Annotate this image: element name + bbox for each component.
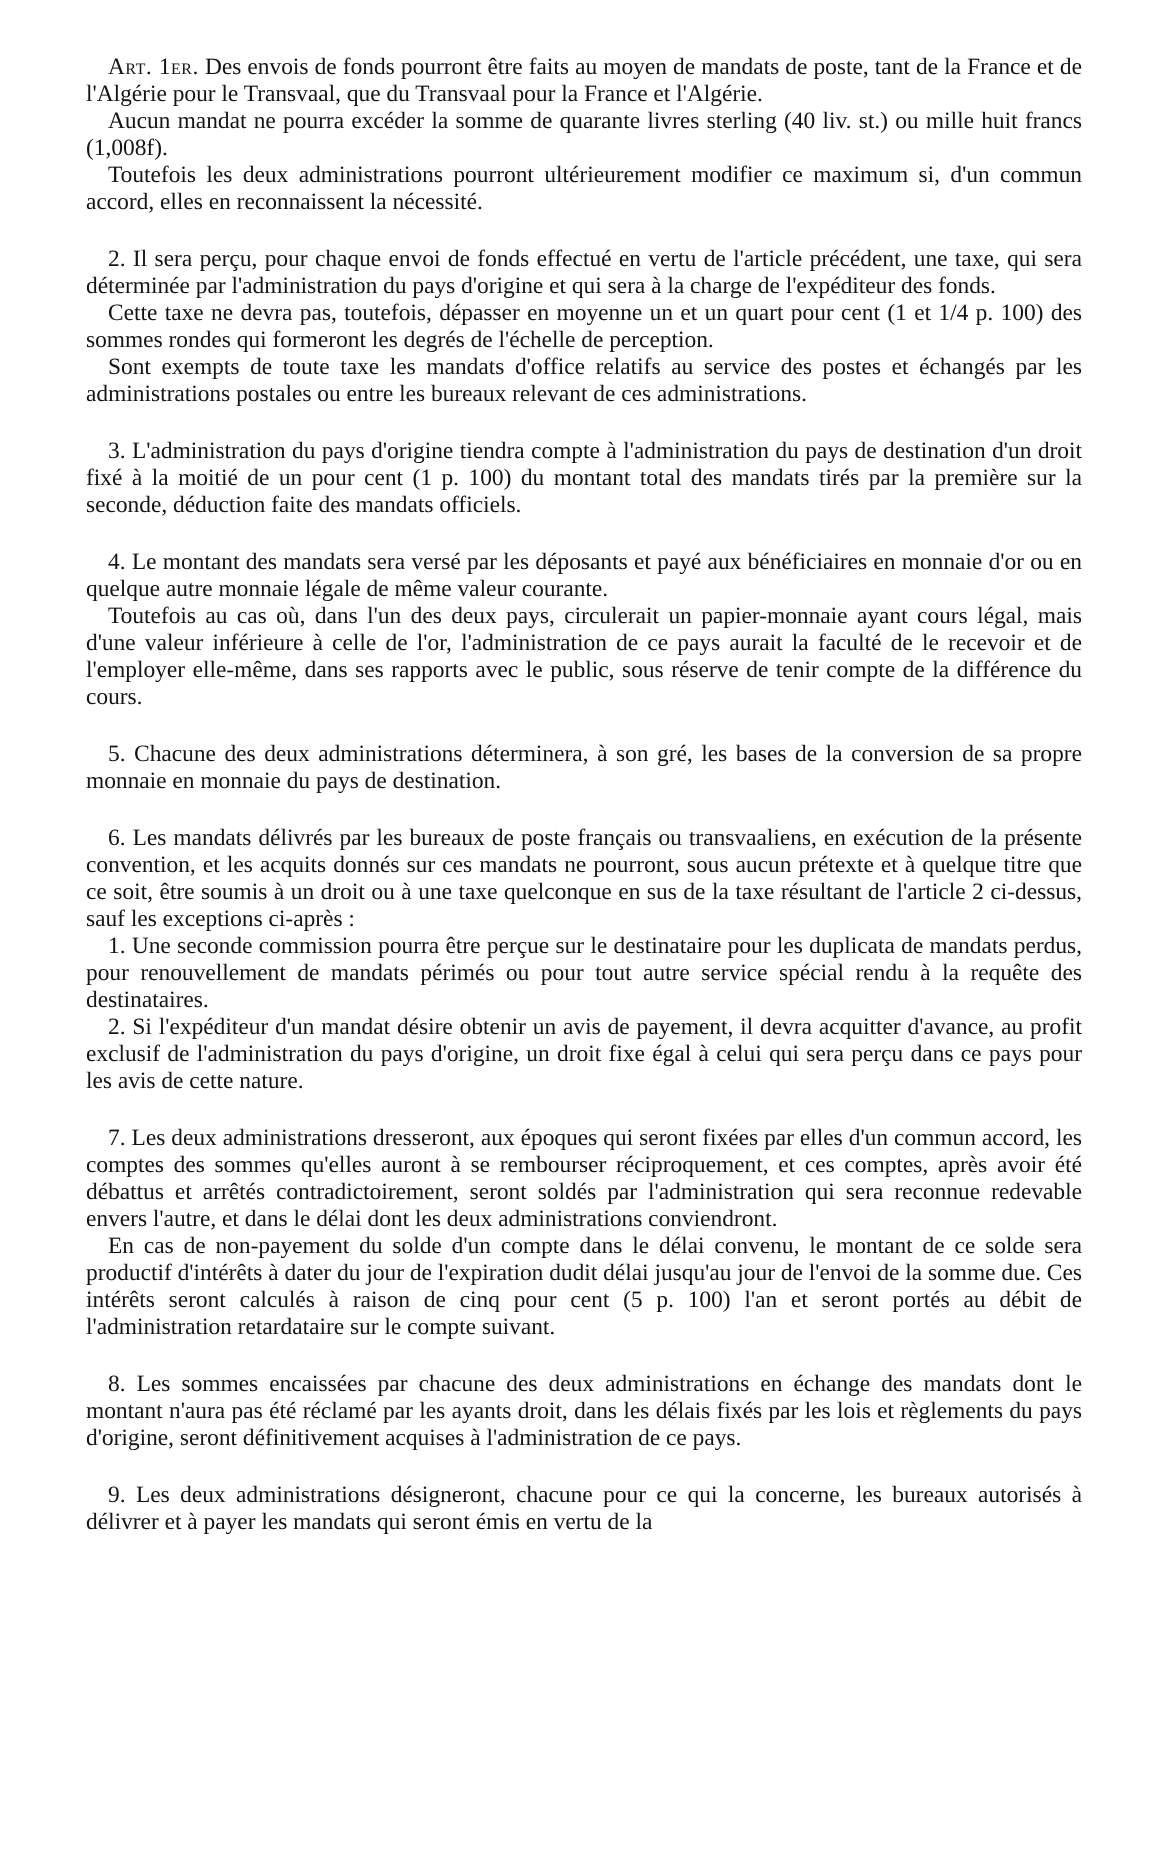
article-4-paragraph-2: [86, 603, 1082, 711]
article-1-paragraph-3: [86, 162, 1082, 216]
article-number: 9.: [108, 1482, 126, 1508]
paragraph-text: Toutefois les deux administrations pourront ultérieurement modifier ce maximum si, d'un commun accord, elles en reconnaissent la nécessité.: [86, 162, 1082, 215]
article-2-paragraph-3: [86, 354, 1082, 408]
paragraph-text: 1. Une seconde commission pourra être perçue sur le destinataire pour les duplicata de mandats perdus, pour renouvellement de mandats périmés ou pour tout autre service spécial rendu à la requête des destinataires.: [86, 933, 1082, 1013]
paragraph-text: En cas de non-payement du solde d'un compte dans le délai convenu, le montant de ce solde sera productif d'intérêts à dater du jour de l'expiration dudit délai jusqu'au jour de l'envoi de la somme due. Ces intérêts seront calculés à raison de cinq pour cent (5 p. 100) l'an et seront portés au débit de l'administration retardataire sur le compte suivant.: [86, 1233, 1082, 1340]
paragraph-text: 2. Si l'expéditeur d'un mandat désire obtenir un avis de payement, il devra acquitter d'avance, au profit exclusif de l'administration du pays d'origine, un droit fixe égal à celui qui sera perçu dans ce pays pour les avis de cette nature.: [86, 1014, 1082, 1094]
paragraph-text: Il sera perçu, pour chaque envoi de fonds effectué en vertu de l'article précédent, une taxe, qui sera déterminée par l'administration du pays d'origine et qui sera à la charge de l'expéditeur des fonds.: [86, 246, 1082, 299]
article-4-paragraph-1: [86, 549, 1082, 603]
article-number: 2.: [108, 246, 126, 272]
paragraph-text: Les deux administrations désigneront, chacune pour ce qui la concerne, les bureaux autorisés à délivrer et à payer les mandats qui seront émis en vertu de la: [86, 1482, 1082, 1535]
article-2-paragraph-2: [86, 300, 1082, 354]
article-6-paragraph-1: [86, 825, 1082, 933]
article-2-paragraph-1: [86, 246, 1082, 300]
article-1: [86, 54, 1082, 216]
article-number: 3.: [108, 438, 126, 464]
paragraph-text: Toutefois au cas où, dans l'un des deux pays, circulerait un papier-monnaie ayant cours légal, mais d'une valeur inférieure à celle de l'or, l'administration de ce pays aurait la faculté de le recevoir et de l'employer elle-même, dans ses rapports avec le public, sous réserve de tenir compte de la différence du cours.: [86, 603, 1082, 710]
paragraph-text: Sont exempts de toute taxe les mandats d'office relatifs au service des postes et échangés par les administrations postales ou entre les bureaux relevant de ces administrations.: [86, 354, 1082, 407]
article-number: 5.: [108, 741, 126, 767]
article-number: 7.: [108, 1125, 126, 1151]
article-8-paragraph-1: [86, 1371, 1082, 1452]
article-7: [86, 1125, 1082, 1341]
article-6: [86, 825, 1082, 1095]
article-number: 8.: [108, 1371, 126, 1397]
article-number: 6.: [108, 825, 126, 851]
paragraph-text: Les sommes encaissées par chacune des deux administrations en échange des mandats dont le montant n'aura pas été réclamé par les ayants droit, dans les délais fixés par les lois et règlements du pays d'origine, seront définitivement acquises à l'administration de ce pays.: [86, 1371, 1082, 1451]
article-7-paragraph-2: [86, 1233, 1082, 1341]
article-number: Art. 1er.: [108, 54, 199, 80]
article-1-paragraph-2: [86, 108, 1082, 162]
article-5: [86, 741, 1082, 795]
article-number: 4.: [108, 549, 126, 575]
article-4: [86, 549, 1082, 711]
article-8: [86, 1371, 1082, 1452]
paragraph-text: Les deux administrations dresseront, aux époques qui seront fixées par elles d'un commun accord, les comptes des sommes qu'elles auront à se rembourser réciproquement, et ces comptes, après avoir été débattus et arrêtés contradictoirement, seront soldés par l'administration qui sera reconnue redevable envers l'autre, et dans le délai dont les deux administrations conviendront.: [86, 1125, 1082, 1232]
paragraph-text: Le montant des mandats sera versé par les déposants et payé aux bénéficiaires en monnaie d'or ou en quelque autre monnaie légale de même valeur courante.: [86, 549, 1082, 602]
article-1-paragraph-1: [86, 54, 1082, 108]
paragraph-text: Aucun mandat ne pourra excéder la somme de quarante livres sterling (40 liv. st.) ou mille huit francs (1,008f).: [86, 108, 1082, 161]
article-5-paragraph-1: [86, 741, 1082, 795]
article-9: [86, 1482, 1082, 1536]
paragraph-text: L'administration du pays d'origine tiendra compte à l'administration du pays de destination d'un droit fixé à la moitié de un pour cent (1 p. 100) du montant total des mandats tirés par la première sur la seconde, déduction faite des mandats officiels.: [86, 438, 1083, 518]
paragraph-text: Cette taxe ne devra pas, toutefois, dépasser en moyenne un et un quart pour cent (1 et 1/4 p. 100) des sommes rondes qui formeront les degrés de l'échelle de perception.: [86, 300, 1082, 353]
article-2: [86, 246, 1082, 408]
paragraph-text: Chacune des deux administrations déterminera, à son gré, les bases de la conversion de sa propre monnaie en monnaie du pays de destination.: [86, 741, 1082, 794]
article-3-paragraph-1: [86, 438, 1082, 519]
article-6-paragraph-3: [86, 1014, 1082, 1095]
article-9-paragraph-1: [86, 1482, 1082, 1536]
paragraph-text: Des envois de fonds pourront être faits au moyen de mandats de poste, tant de la France et de l'Algérie pour le Transvaal, que du Transvaal pour la France et l'Algérie.: [86, 54, 1082, 107]
paragraph-text: Les mandats délivrés par les bureaux de poste français ou transvaaliens, en exécution de la présente convention, et les acquits donnés sur ces mandats ne pourront, sous aucun prétexte et à quelque titre que ce soit, être soumis à un droit ou à une taxe quelconque en sus de la taxe résultant de l'article 2 ci-dessus, sauf les exceptions ci-après :: [86, 825, 1082, 932]
article-3: [86, 438, 1082, 519]
article-7-paragraph-1: [86, 1125, 1082, 1233]
article-6-paragraph-2: [86, 933, 1082, 1014]
document-page: [86, 54, 1082, 1536]
